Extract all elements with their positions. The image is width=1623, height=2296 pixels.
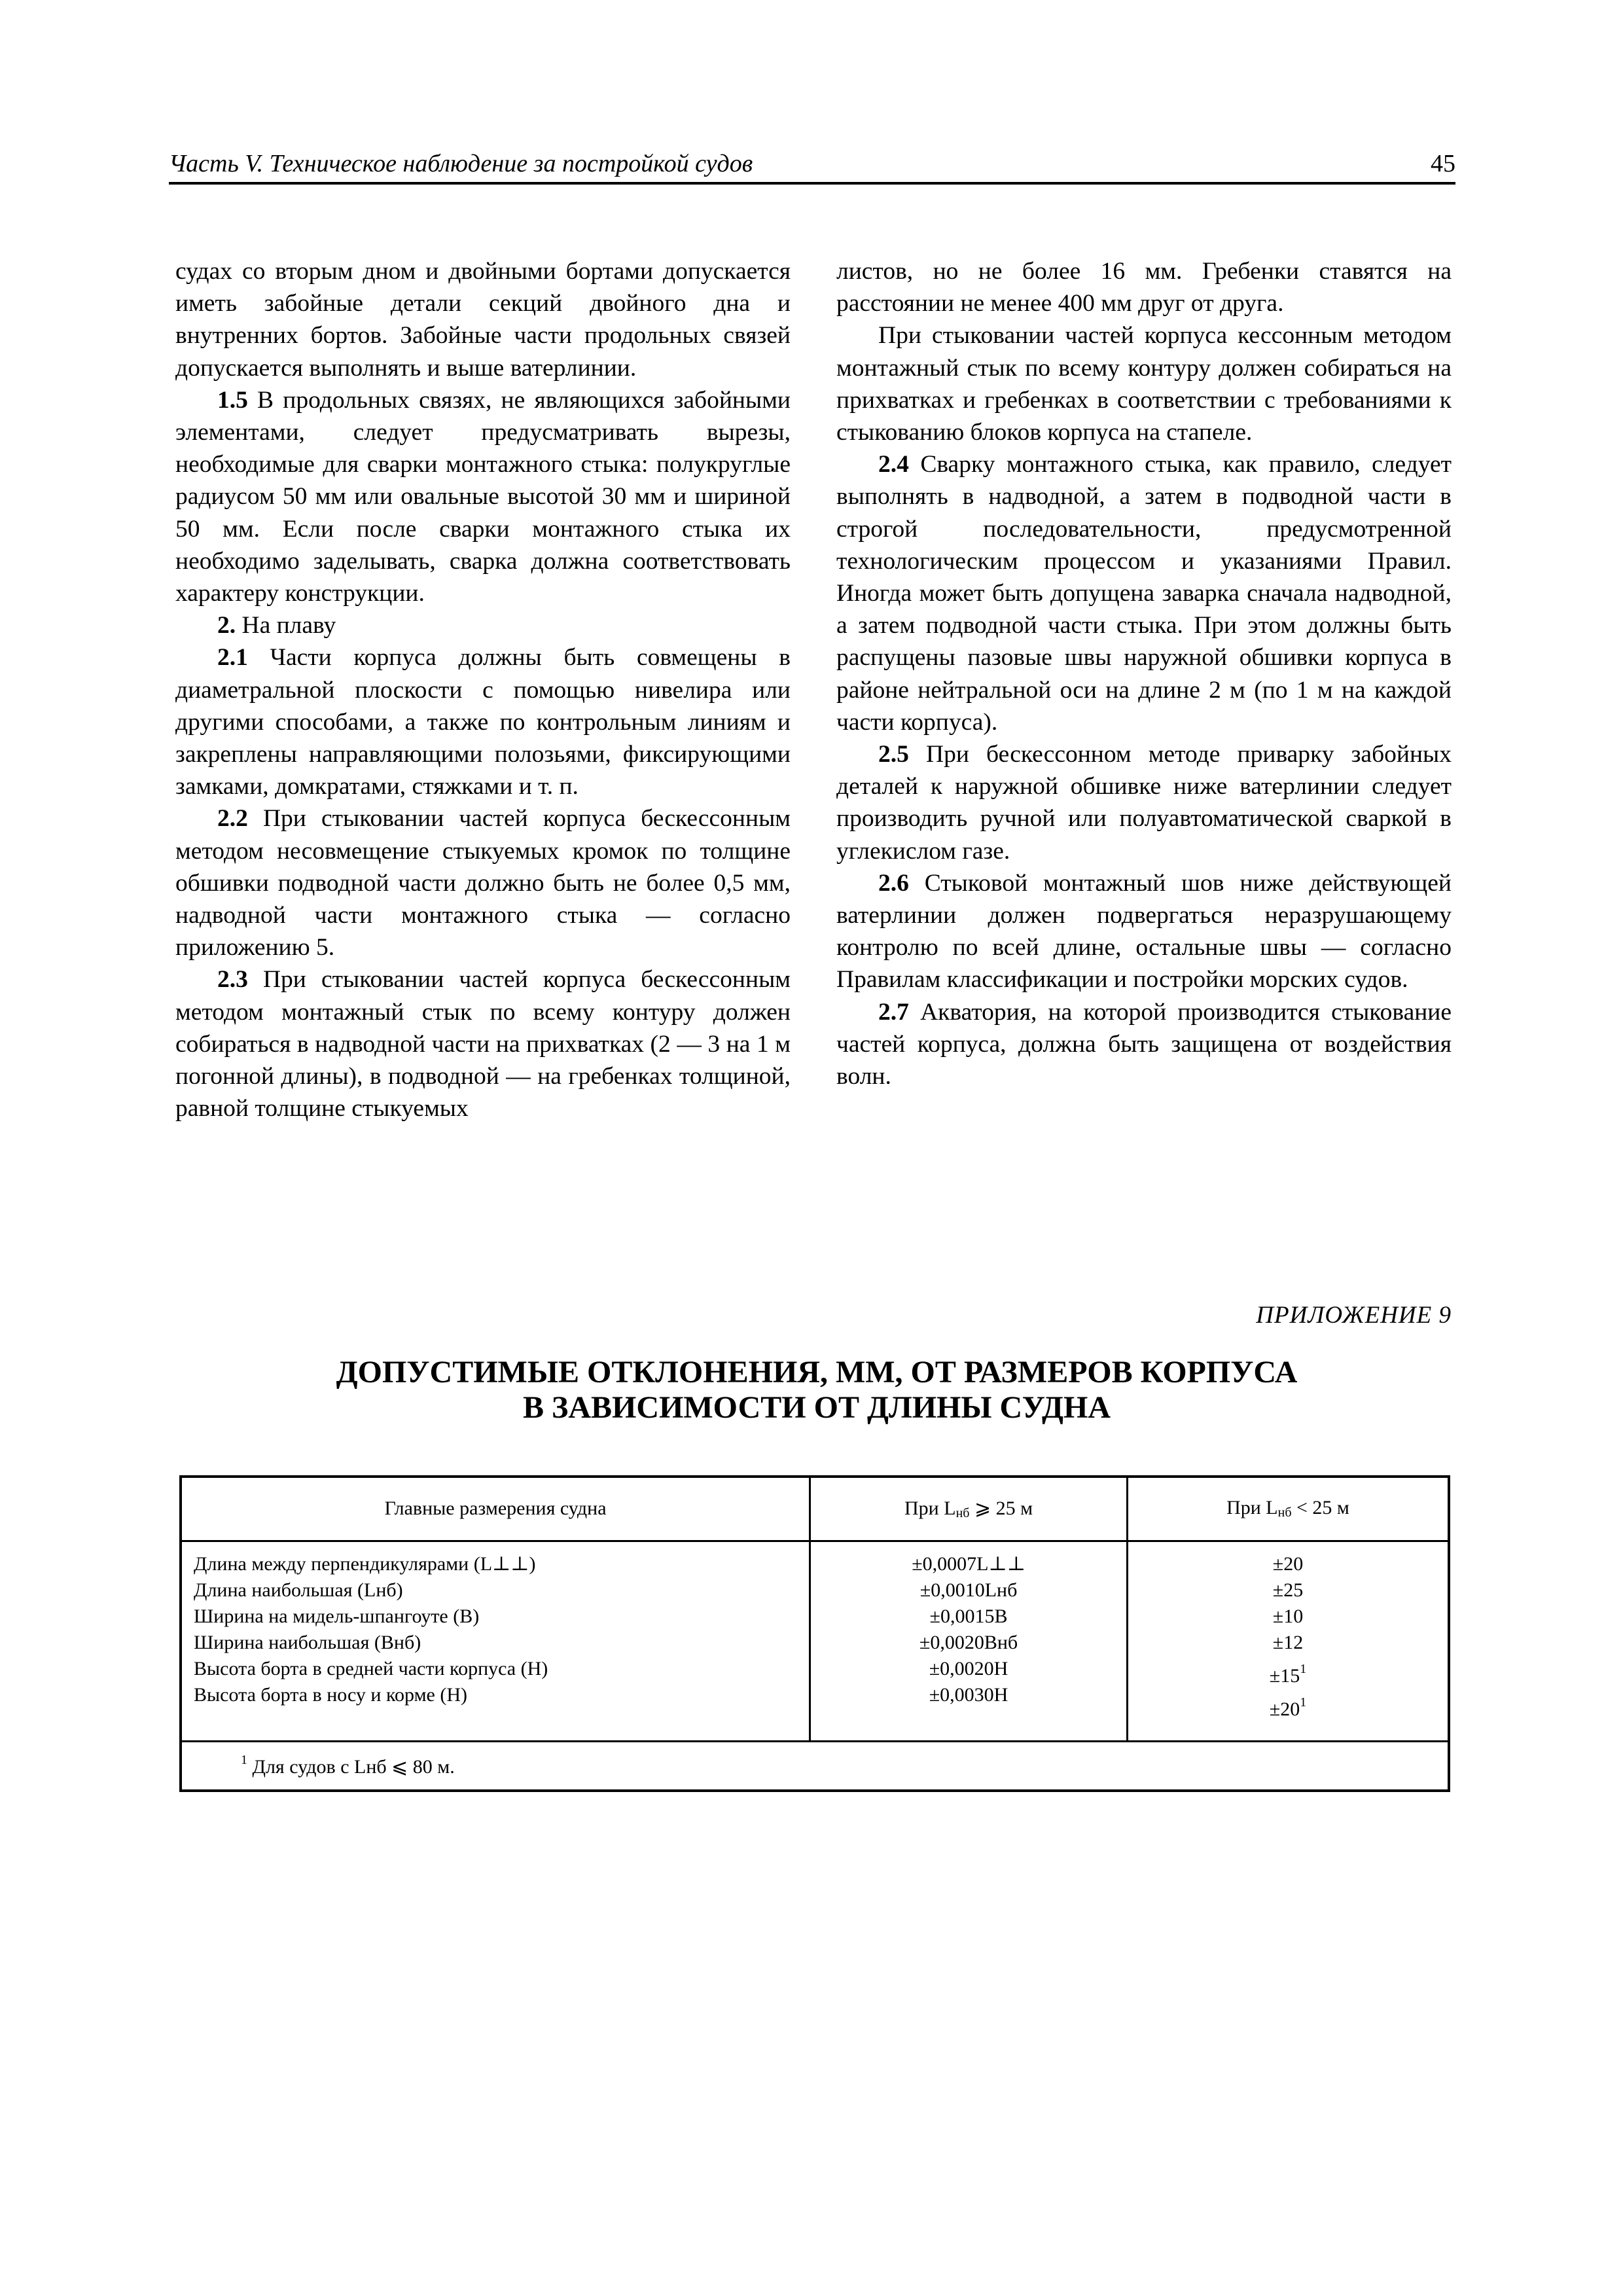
dimension-name: Высота борта в носу и корме (H) [194,1683,468,1706]
tolerance-ge25: ±0,0010Lнб [919,1579,1018,1601]
tolerance-ge25: ±0,0020H [929,1657,1008,1679]
tolerance-ge25: ±0,0007L⊥⊥ [912,1552,1026,1575]
tolerance-lt25: ±12 [1272,1631,1304,1653]
col-header-dimensions: Главные размерения судна [181,1477,810,1541]
dimension-names-cell [181,1541,810,1741]
left-column [175,255,791,1124]
page-number: 45 [1431,150,1455,177]
tolerance-ge25: ±0,0030H [929,1683,1008,1706]
paragraph-text: При бескессонном методе приварку забойных деталей к наружной обшивке ниже ватерлинии следует производить ручной или полуавтоматической сваркой в углекислом газе. [836,741,1452,865]
tolerance-lt25: $\pm 15^1$ [1269,1661,1307,1687]
dimension-name: Ширина наибольшая (Bнб) [194,1631,421,1653]
deviations-table [179,1475,1450,1792]
clause-number: 2.4 [878,451,909,478]
tolerance-ge25: ±0,0020Bнб [919,1631,1018,1653]
paragraph [175,641,791,802]
tolerance-lt25: ±25 [1272,1579,1304,1601]
dimension-name: Длина наибольшая (Lнб) [194,1579,403,1601]
paragraph [175,802,791,963]
appendix-title [175,1355,1458,1426]
paragraph-text: При стыковании частей корпуса бескессонным методом монтажный стык по всему контуру должен собираться в надводной части на прихватках (2 — 3 на 1 м погонной длины), в подводной — на гребенках толщиной, равной толщине стыкуемых [175,966,791,1122]
table-header-row [181,1477,1449,1541]
paragraph [836,738,1452,867]
paragraph-text: При стыковании частей корпуса кессонным методом монтажный стык по всему контуру должен собираться на прихватках и гребенках в соответствии с требованиями к стыкованию блоков корпуса на стапеле. [836,322,1452,446]
table-footnote-row [181,1741,1449,1791]
paragraph-text: листов, но не более 16 мм. Гребенки ставятся на расстоянии не менее 400 мм друг от друга. [836,258,1452,317]
paragraph-text: Сварку монтажного стыка, как правило, следует выполнять в надводной, а затем в подводной части в строгой последовательности, предусмотренной технологическим процессом и указаниями Правил. Иногда может быть допущена заварка сначала надводной, а затем подводной части стыка. При этом должны быть распущены пазовые швы наружной обшивки корпуса в районе нейтральной оси на длине 2 м (по 1 м на каждой части корпуса). [836,451,1452,736]
paragraph [836,319,1452,448]
right-column [836,255,1452,1092]
clause-number: 2.6 [878,869,909,897]
paragraph [175,609,791,641]
tolerance-lt25: ±10 [1272,1605,1304,1627]
paragraph-text: При стыковании частей корпуса бескессонным методом несовмещение стыкуемых кромок по толщине обшивки подводной части должно быть не более 0,5 мм, надводной части монтажного стыка — согласно приложению 5. [175,805,791,961]
footnote-ref: 1 [1300,1695,1307,1710]
paragraph [836,867,1452,996]
tolerance-ge25: ±0,0015B [929,1605,1008,1627]
paragraph [175,963,791,1124]
paragraph-text: Части корпуса должны быть совмещены в диаметральной плоскости с помощью нивелира или другими способами, а также по контрольным линиям и закреплены направляющими полозьями, фиксирующими замками, домкратами, стяжками и т. п. [175,644,791,800]
clause-number: 2.2 [217,805,248,833]
clause-number: 2.5 [878,741,909,768]
paragraph [836,255,1452,319]
tolerance-lt25-cell [1128,1541,1450,1741]
col-header-lt25: При $L_{нб} < 25$ м [1128,1477,1450,1541]
clause-number: 2.7 [878,998,909,1026]
clause-number: 2.1 [217,644,248,672]
tolerance-ge25-cell [810,1541,1128,1741]
paragraph-text: Акватория, на которой производится стыкование частей корпуса, должна быть защищена от воздействия волн. [836,998,1452,1090]
table-body-row [181,1541,1449,1741]
clause-number: 2. [217,612,236,639]
dimension-name: Ширина на мидель-шпангоуте (B) [194,1605,480,1627]
dimension-name: Длина между перпендикулярами (L⊥⊥) [194,1552,536,1575]
title-line-1: ДОПУСТИМЫЕ ОТКЛОНЕНИЯ, ММ, ОТ РАЗМЕРОВ КОРПУСА [336,1355,1298,1390]
paragraph-text: В продольных связях, не являющихся забойными элементами, следует предусматривать вырезы, необходимые для сварки монтажного стыка: полукруглые радиусом 50 мм или овальные высотой 30 мм и шириной 50 мм. Если после сварки монтажного стыка их необходимо заделывать, сварка должна соответствовать характеру конструкции. [175,386,791,607]
paragraph-text: На плаву [236,612,336,639]
footnote-ref: 1 [1300,1661,1307,1676]
paragraph-text: Стыковой монтажный шов ниже действующей ватерлинии должен подвергаться неразрушающему контролю по всей длине, остальные швы — согласно Правилам классификации и постройки морских судов. [836,869,1452,994]
paragraph [836,448,1452,738]
tolerance-lt25: $\pm 20^1$ [1269,1695,1307,1720]
clause-number: 1.5 [217,386,248,414]
paragraph [175,384,791,609]
table-footnote: $^1$ Для судов с Lнб ⩽ 80 м. [181,1741,1449,1791]
paragraph-text: судах со вторым дном и двойными бортами допускается иметь забойные детали секций двойного дна и внутренних бортов. Забойные части продольных связей допускается выполнять и выше ватерлинии. [175,258,791,382]
running-title: Часть V. Техническое наблюдение за постройкой судов [169,150,753,177]
col-header-ge25: При $L_{нб}$ ⩾ 25 м [810,1477,1128,1541]
dimension-name: Высота борта в средней части корпуса (H) [194,1657,548,1679]
running-header [169,143,1455,185]
paragraph [836,996,1452,1093]
appendix-label: ПРИЛОЖЕНИЕ 9 [1256,1302,1452,1329]
tolerance-lt25: ±20 [1272,1552,1304,1575]
clause-number: 2.3 [217,966,248,994]
paragraph [175,255,791,384]
title-line-2: В ЗАВИСИМОСТИ ОТ ДЛИНЫ СУДНА [523,1390,1111,1425]
